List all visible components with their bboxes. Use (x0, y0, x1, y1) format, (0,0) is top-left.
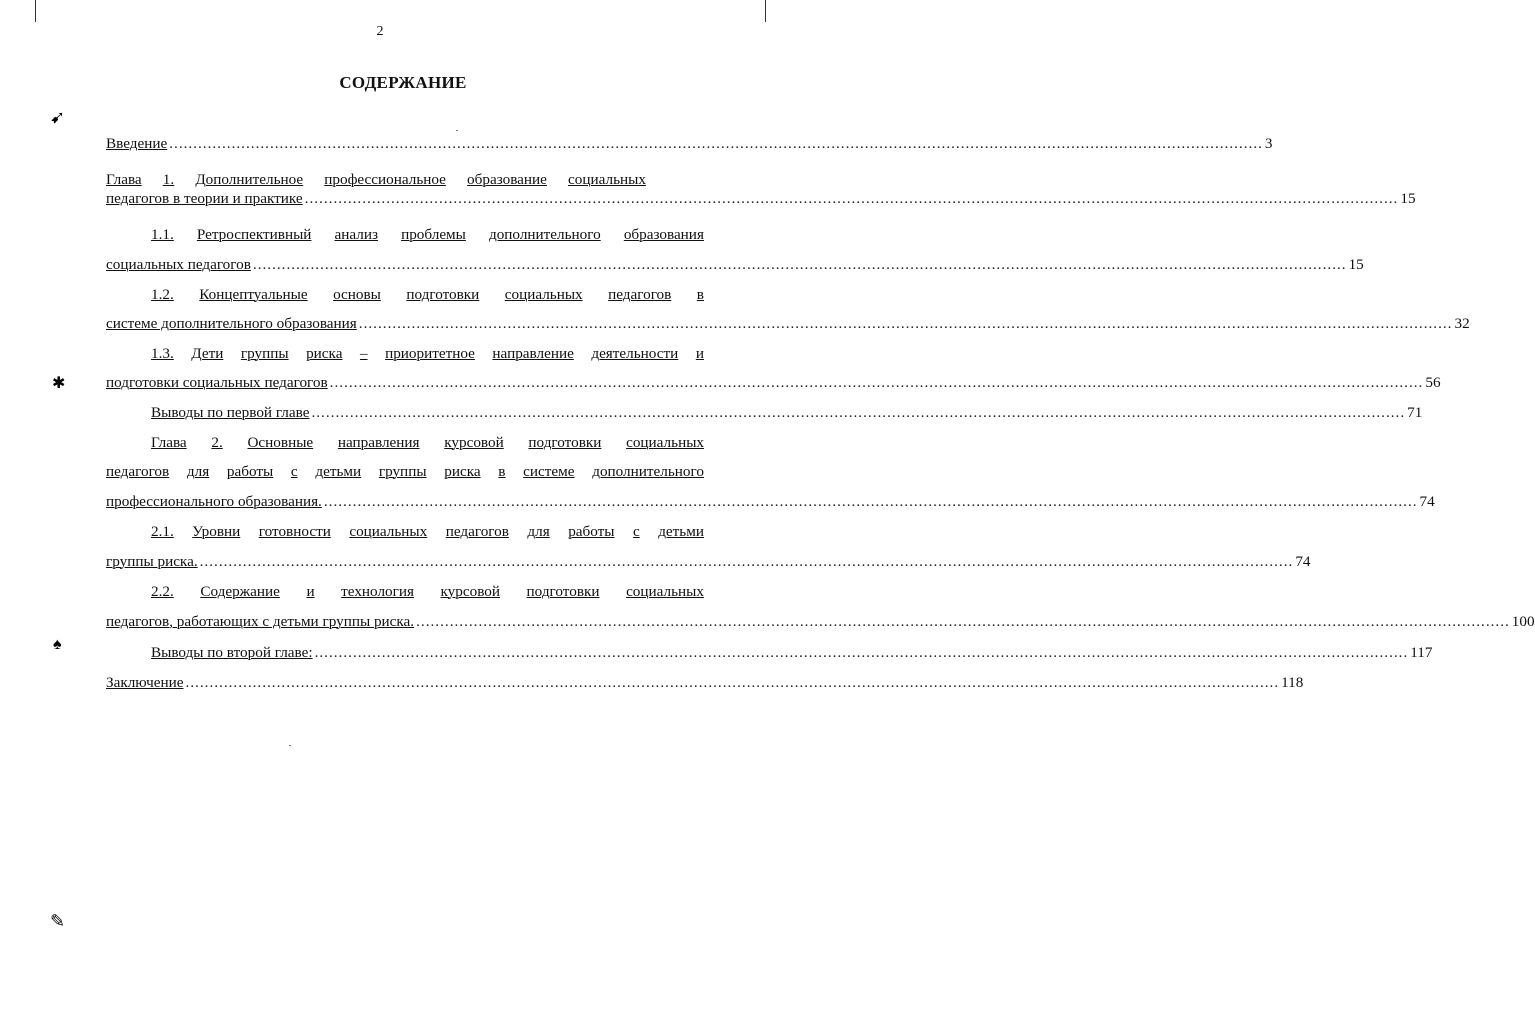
toc-page-number: 100 (1511, 613, 1535, 630)
dot-leader: .................................................................................................................................................................................................................................... (358, 315, 1453, 332)
toc-entry-chapter1-line1[interactable] (106, 170, 646, 190)
toc-entry-text: педагогов для работы с детьми группы риска в системе дополнительного (106, 463, 704, 480)
toc-page-number: 74 (1295, 553, 1311, 570)
dot-leader: .................................................................................................................................................................................................................................... (169, 135, 1263, 152)
page-border-left (35, 0, 36, 22)
dot-leader: .................................................................................................................................................................................................................................... (304, 190, 1399, 207)
page-border-right (765, 0, 766, 22)
toc-entry-chapter2-line2[interactable] (106, 462, 704, 482)
toc-page-number: 118 (1281, 674, 1304, 691)
toc-entry-section-1-2-line2[interactable] (106, 314, 1470, 334)
toc-entry-text: Введение (106, 135, 168, 152)
toc-entry-text: 1.1. Ретроспективный анализ проблемы дополнительного образования (151, 226, 704, 243)
scan-mark: ✎ (50, 911, 66, 931)
dot-leader: .................................................................................................................................................................................................................................... (329, 374, 1424, 391)
toc-entry-conclusions-chapter2[interactable] (151, 643, 1433, 663)
toc-entry-text: педагогов в теории и практике (106, 190, 303, 207)
toc-entry-section-1-3-line1[interactable] (151, 344, 704, 364)
toc-entry-text: системе дополнительного образования (106, 315, 357, 332)
dot-leader: .................................................................................................................................................................................................................................... (185, 674, 1280, 691)
toc-entry-text: группы риска. (106, 553, 198, 570)
toc-entry-section-1-1-line2[interactable] (106, 255, 1364, 275)
toc-page-number: 71 (1407, 404, 1423, 421)
toc-entry-text: Глава 1. Дополнительное профессиональное образование социальных (106, 171, 646, 188)
scan-mark: ✱ (52, 375, 66, 392)
toc-entry-section-2-2-line2[interactable] (106, 612, 1535, 632)
toc-entry-section-2-1-line2[interactable] (106, 552, 1311, 572)
scan-mark: ➹ (50, 107, 66, 127)
toc-entry-text: 1.3. Дети группы риска – приоритетное направление деятельности и (151, 345, 704, 362)
scan-mark: ♠ (53, 636, 62, 653)
toc-entry-section-1-2-line1[interactable] (151, 285, 704, 305)
toc-entry-text: профессионального образования. (106, 493, 322, 510)
toc-page-number: 56 (1425, 374, 1441, 391)
scan-speck (456, 130, 458, 131)
toc-entry-text: педагогов, работающих с детьми группы риска. (106, 613, 415, 630)
toc-entry-conclusions-chapter1[interactable] (151, 403, 1423, 423)
toc-entry-intro[interactable] (106, 134, 1273, 154)
toc-entry-text: 2.1. Уровни готовности социальных педагогов для работы с детьми (151, 523, 704, 540)
page-number: 2 (376, 24, 384, 39)
dot-leader: .................................................................................................................................................................................................................................... (199, 553, 1294, 570)
toc-page-number: 15 (1400, 190, 1416, 207)
toc-entry-section-1-3-line2[interactable] (106, 373, 1441, 393)
toc-entry-text: 1.2. Концептуальные основы подготовки социальных педагогов в (151, 286, 704, 303)
toc-entry-text: Выводы по первой главе (151, 404, 310, 421)
toc-page-number: 32 (1454, 315, 1470, 332)
page-title: СОДЕРЖАНИЕ (339, 73, 467, 92)
toc-entry-text: социальных педагогов (106, 256, 251, 273)
toc-page-number: 117 (1410, 644, 1433, 661)
toc-entry-section-2-2-line1[interactable] (151, 582, 704, 602)
toc-entry-chapter1-line2[interactable] (106, 189, 1416, 209)
toc-entry-text: Выводы по второй главе: (151, 644, 313, 661)
toc-entry-conclusion[interactable] (106, 673, 1304, 693)
toc-entry-chapter2-line1[interactable] (151, 433, 704, 453)
scan-speck (289, 745, 291, 746)
toc-page-number: 3 (1264, 135, 1273, 152)
toc-entry-text: подготовки социальных педагогов (106, 374, 328, 391)
dot-leader: .................................................................................................................................................................................................................................... (323, 493, 1418, 510)
dot-leader: .................................................................................................................................................................................................................................... (252, 256, 1347, 273)
dot-leader: .................................................................................................................................................................................................................................... (416, 613, 1510, 630)
toc-entry-text: 2.2. Содержание и технология курсовой подготовки социальных (151, 583, 704, 600)
toc-page-number: 15 (1348, 256, 1364, 273)
toc-entry-text: Заключение (106, 674, 184, 691)
toc-entry-chapter2-line3[interactable] (106, 492, 1435, 512)
toc-entry-section-1-1-line1[interactable] (151, 225, 704, 245)
toc-page-number: 74 (1419, 493, 1435, 510)
dot-leader: .................................................................................................................................................................................................................................... (314, 644, 1409, 661)
toc-entry-section-2-1-line1[interactable] (151, 522, 704, 542)
dot-leader: .................................................................................................................................................................................................................................... (311, 404, 1406, 421)
toc-entry-text: Глава 2. Основные направления курсовой подготовки социальных (151, 434, 704, 451)
